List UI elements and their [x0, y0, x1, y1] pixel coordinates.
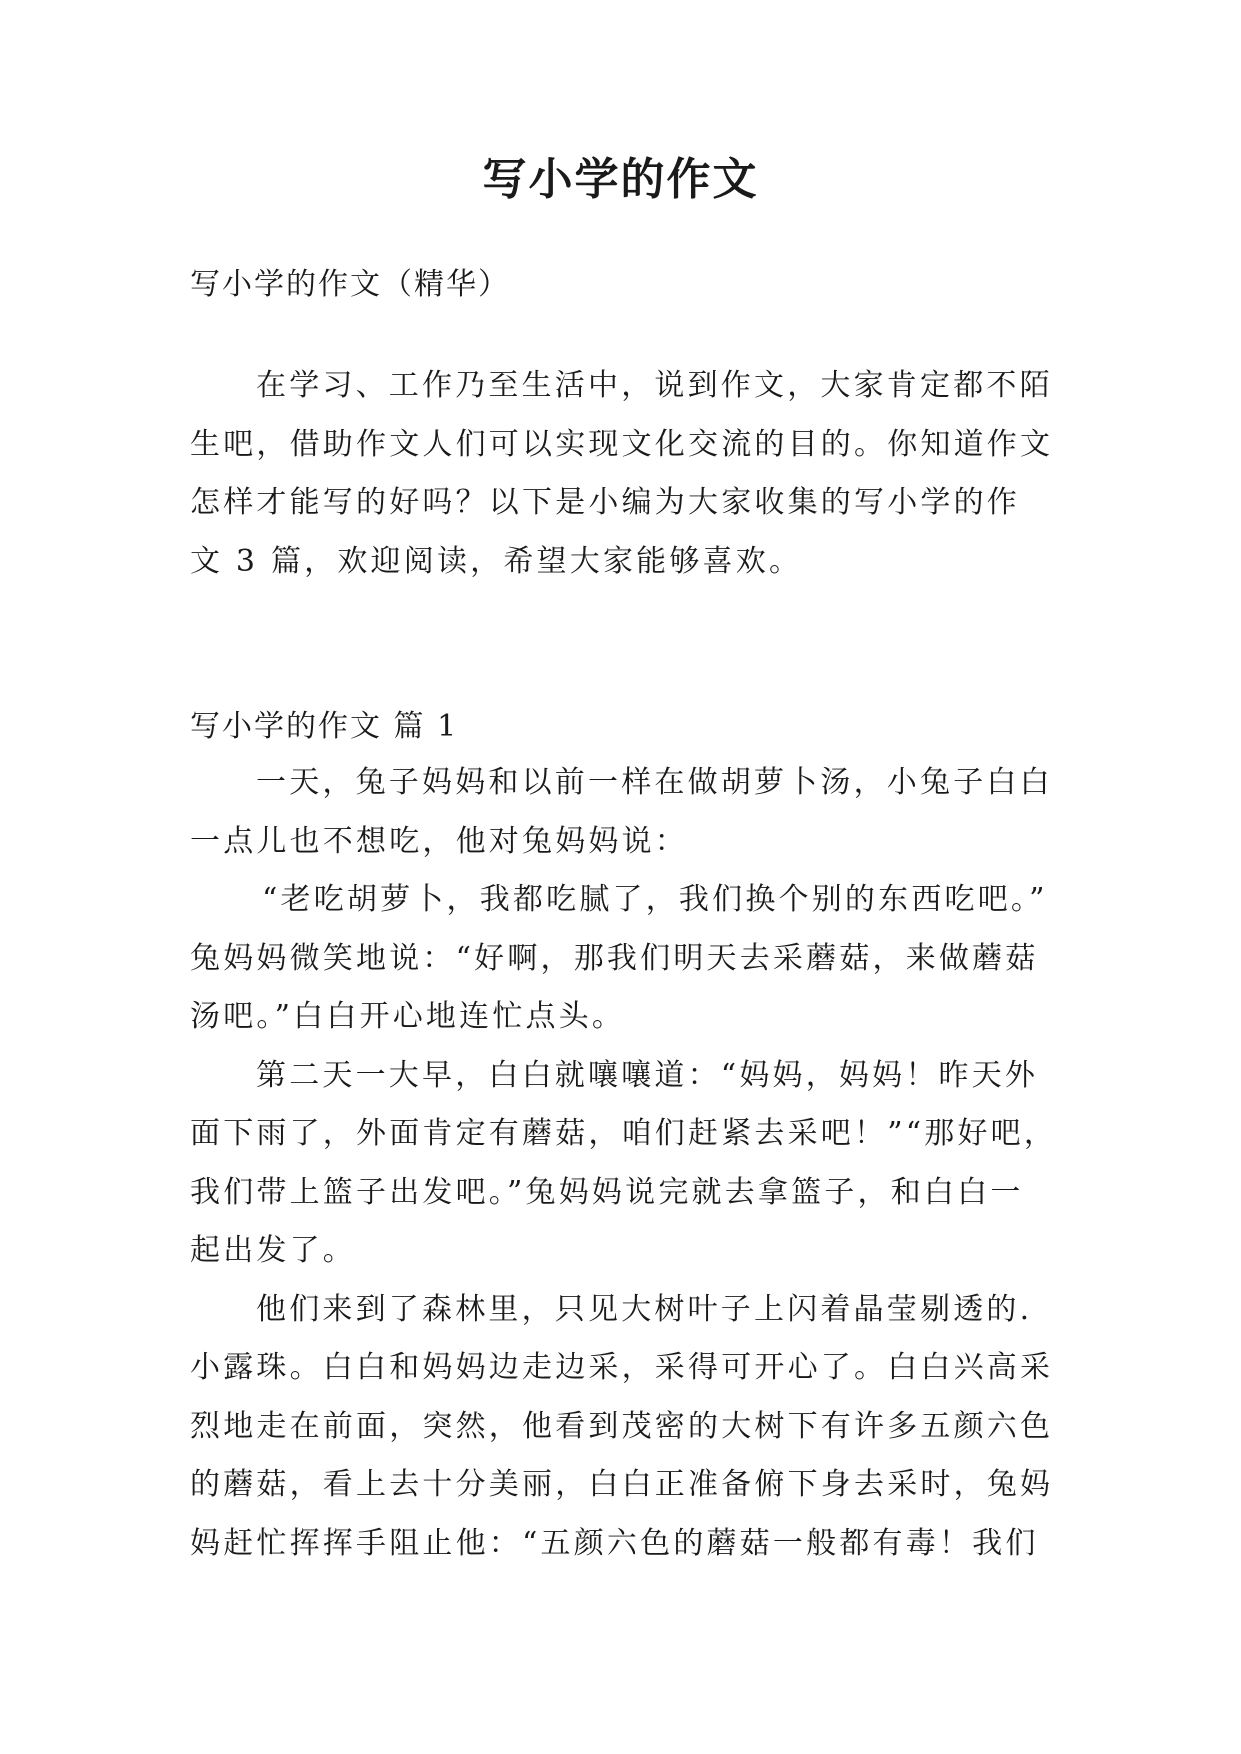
intro-line: 生吧，借助作文人们可以实现文化交流的目的。你知道作文: [190, 426, 1054, 462]
story-line: 一点儿也不想吃，他对兔妈妈说：: [190, 823, 688, 859]
document-title: 写小学的作文: [482, 154, 759, 205]
intro-line: 怎样才能写的好吗？以下是小编为大家收集的写小学的作: [190, 485, 1020, 520]
intro-paragraph: [190, 357, 1054, 591]
story-line: 汤吧。”白白开心地连忙点头。: [190, 999, 626, 1034]
story-line: 兔妈妈微笑地说：“好啊，那我们明天去采蘑菇，来做蘑菇: [190, 940, 1039, 976]
story-line: 他们来到了森林里，只见大树叶子上闪着晶莹剔透的.: [256, 1291, 1033, 1327]
story-line: 烈地走在前面，突然，他看到茂密的大树下有许多五颜六色: [190, 1408, 1054, 1444]
story-line: 第二天一大早，白白就嚷嚷道：“妈妈，妈妈！昨天外: [256, 1057, 1039, 1093]
story-paragraphs: [190, 754, 1058, 1573]
story-line: “老吃胡萝卜，我都吃腻了，我们换个别的东西吃吧。”: [262, 882, 1048, 917]
story-line: 一天，兔子妈妈和以前一样在做胡萝卜汤，小兔子白白: [256, 765, 1053, 800]
intro-line: 文 3 篇，欢迎阅读，希望大家能够喜欢。: [190, 543, 803, 579]
story-line: 的蘑菇，看上去十分美丽，白白正准备俯下身去采时，兔妈: [190, 1467, 1054, 1502]
intro-line: 在学习、工作乃至生活中，说到作文，大家肯定都不陌: [256, 368, 1053, 403]
section-heading: 写小学的作文 篇 1: [190, 709, 459, 744]
document-subtitle: 写小学的作文（精华）: [190, 267, 510, 302]
story-line: 小露珠。白白和妈妈边走边采，采得可开心了。白白兴高采: [190, 1350, 1054, 1385]
story-line: 妈赶忙挥挥手阻止他：“五颜六色的蘑菇一般都有毒！我们: [190, 1525, 1039, 1561]
story-line: 我们带上篮子出发吧。”兔妈妈说完就去拿篮子，和白白一: [190, 1174, 1024, 1210]
story-line: 起出发了。: [190, 1233, 356, 1268]
story-line: 面下雨了，外面肯定有蘑菇，咱们赶紧去采吧！”“那好吧，: [190, 1116, 1058, 1151]
